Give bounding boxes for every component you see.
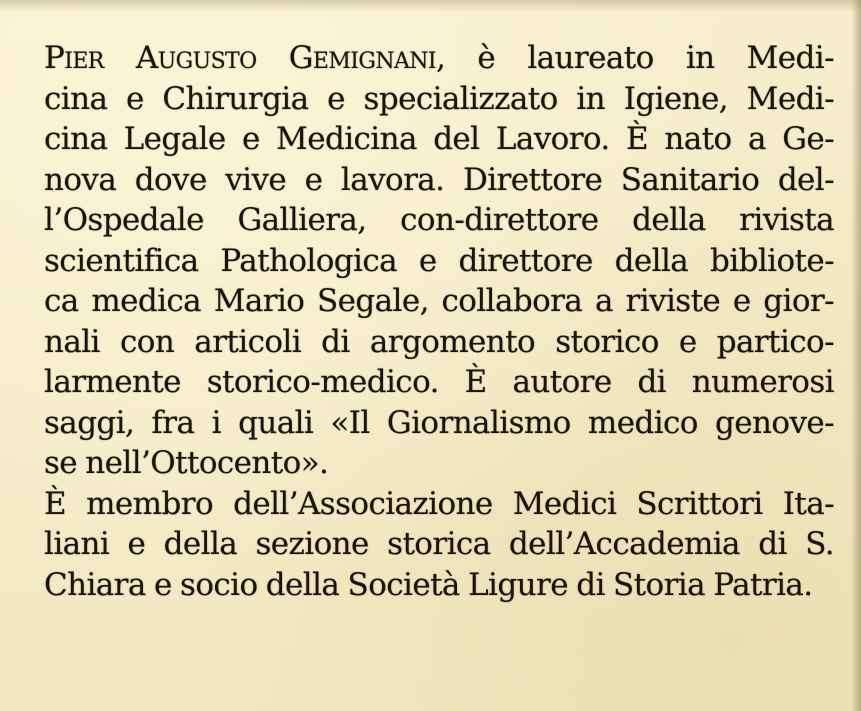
bio-line-7: ca medica Mario Segale, collabora a riviste e gior-	[44, 283, 834, 319]
bio-line-11: se nell’Ottocento».	[44, 445, 329, 481]
bio-line-8: nali con articoli di argomento storico e partico-	[44, 323, 834, 360]
author-biography	[44, 38, 834, 605]
bio-line-5: l’Ospedale Galliera, con-direttore della rivista	[44, 202, 834, 238]
bio-line-2: cina e Chirurgia e specializzato in Igiene, Medi-	[44, 80, 834, 117]
bio-line-10: saggi, fra i quali «Il Giornalismo medico genove-	[44, 404, 834, 441]
bio-line-3: cina Legale e Medicina del Lavoro. È nato a Ge-	[44, 121, 834, 157]
bio-line-1	[44, 38, 834, 79]
bio-line-4: nova dove vive e lavora. Direttore Sanitario del-	[44, 161, 834, 198]
page-right-shadow	[851, 0, 861, 711]
bio-line-13: liani e della sezione storica dell’Accademia di S.	[44, 526, 834, 562]
author-name: Pier Augusto Gemignani	[44, 40, 437, 76]
bio-line-6: scientifica Pathologica e direttore della bibliote-	[44, 242, 834, 279]
bio-line-9: larmente storico-medico. È autore di numerosi	[44, 364, 834, 400]
bio-line-1-text: , è laureato in Medi-	[436, 40, 834, 76]
bio-line-14: Chiara e socio della Società Ligure di Storia Patria.	[44, 566, 813, 603]
page-top-shadow	[0, 0, 861, 12]
bio-line-12: È membro dell’Associazione Medici Scrittori Ita-	[44, 485, 834, 522]
